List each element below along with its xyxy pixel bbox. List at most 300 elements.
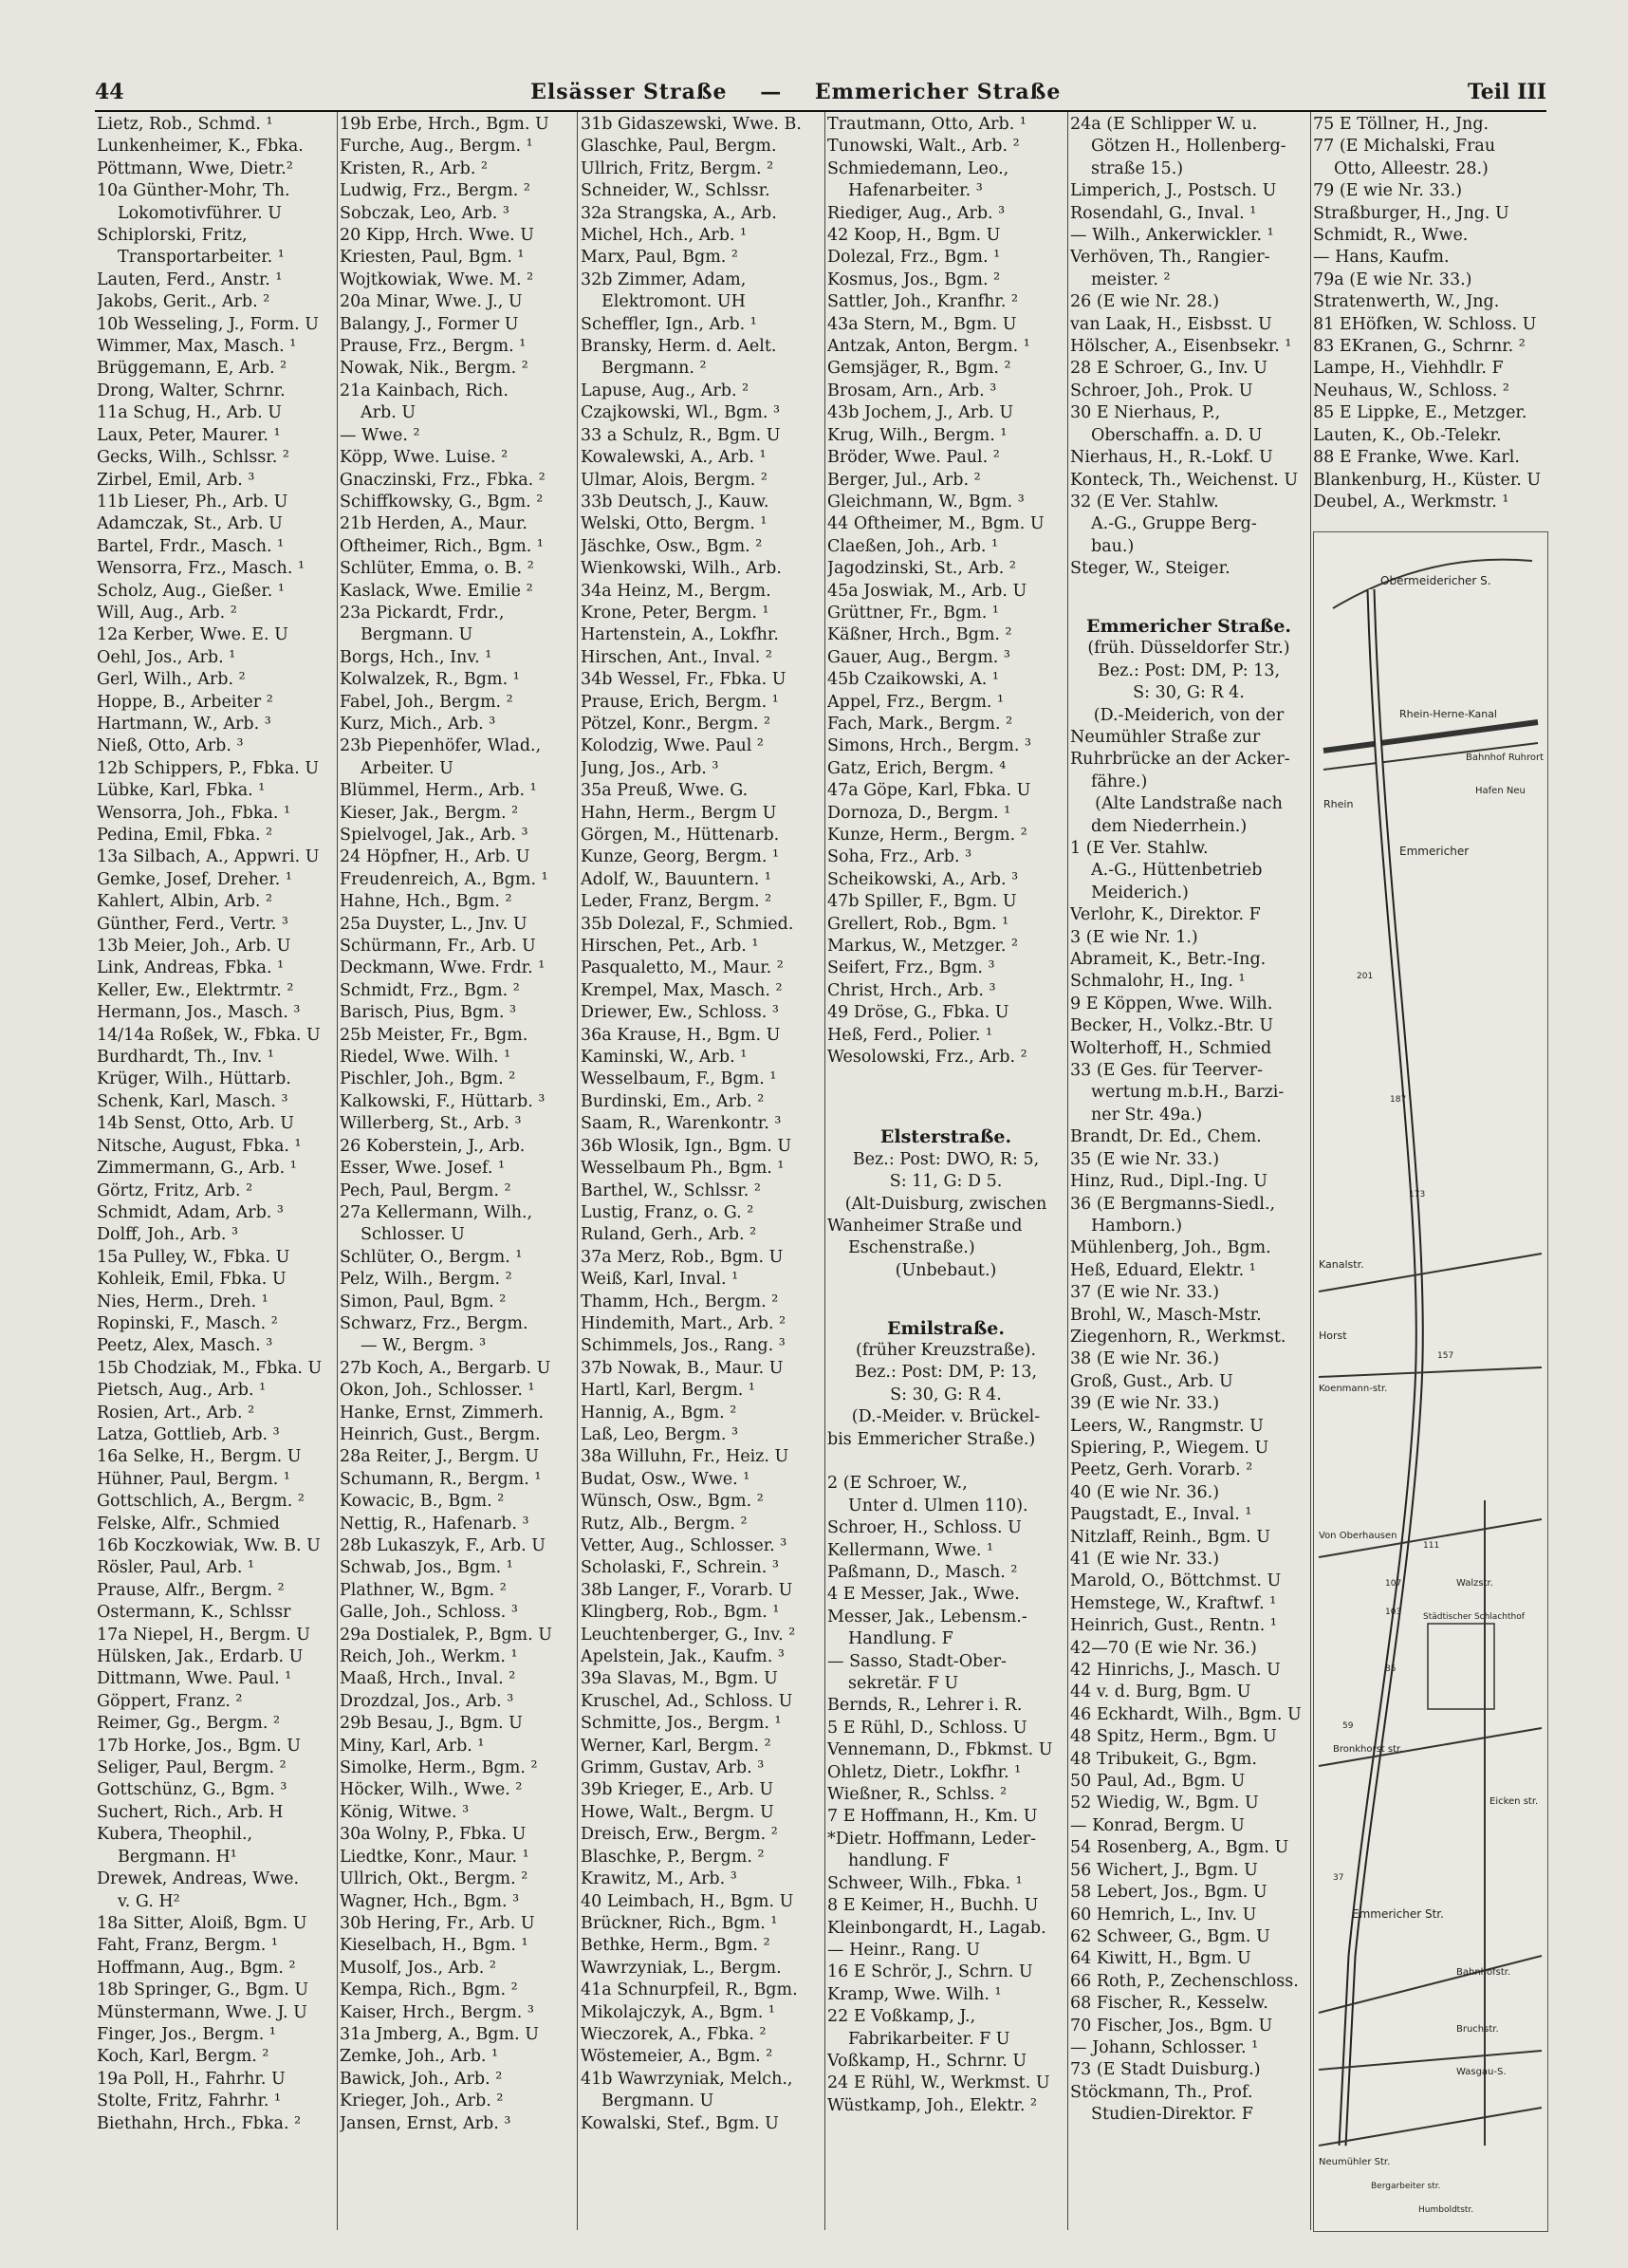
directory-entry: Schmidt, Frz., Bgm. ² — [340, 980, 520, 1000]
directory-entry: Werner, Karl, Bergm. ² — [581, 1736, 771, 1756]
directory-entry: 73 (E Stadt Duisburg.) — [1070, 2060, 1261, 2080]
directory-entry: 70 Fischer, Jos., Bgm. U — [1070, 2016, 1273, 2036]
directory-entry: 47a Göpe, Karl, Fbka. U — [827, 781, 1031, 801]
part-label: Teil III — [1467, 80, 1546, 104]
column-divider — [1310, 112, 1311, 2230]
directory-entry: Bergmann. ² — [601, 359, 707, 379]
map-house-number: 37 — [1333, 1873, 1344, 1883]
directory-entry: Latza, Gottlieb, Arb. ³ — [97, 1424, 280, 1444]
directory-entry: Scheffler, Ign., Arb. ¹ — [581, 314, 757, 334]
directory-entry: 43a Stern, M., Bgm. U — [827, 314, 1017, 334]
directory-entry: Abrameit, K., Betr.-Ing. — [1070, 950, 1267, 970]
directory-entry: Vetter, Aug., Schlosser. ³ — [581, 1536, 787, 1555]
directory-entry: Bez.: Post: DM, P: 13, — [1097, 660, 1281, 680]
directory-entry: 56 Wichert, J., Bgm. U — [1070, 1860, 1258, 1880]
directory-entry: Klingberg, Rob., Bgm. ¹ — [581, 1603, 780, 1623]
directory-entry: Gottschünz, G., Bgm. ³ — [97, 1780, 287, 1800]
directory-entry: Kruschel, Ad., Schloss. U — [581, 1691, 793, 1711]
directory-entry: Link, Andreas, Fbka. ¹ — [97, 958, 285, 978]
directory-entry: Burdhardt, Th., Inv. ¹ — [97, 1048, 274, 1068]
directory-entry: 28 E Schroer, G., Inv. U — [1070, 359, 1267, 379]
directory-entry: Lauten, K., Ob.-Telekr. — [1313, 425, 1502, 445]
directory-entry: 40 (E wie Nr. 36.) — [1070, 1482, 1220, 1502]
directory-entry: Oftheimer, Rich., Bgm. ¹ — [340, 536, 544, 556]
directory-entry: Blankenburg, H., Küster. U — [1313, 470, 1542, 490]
directory-entry: Fabel, Joh., Bergm. ² — [340, 692, 513, 712]
directory-entry: Messer, Jak., Lebensm.- — [827, 1607, 1027, 1627]
directory-entry: Barisch, Pius, Bgm. ³ — [340, 1003, 516, 1023]
map-road — [1319, 1367, 1542, 1377]
directory-entry: Hahne, Hch., Bgm. ² — [340, 892, 512, 912]
directory-entry: 75 E Töllner, H., Jng. — [1313, 115, 1489, 134]
map-label: Bahnhofstr. — [1456, 1967, 1511, 1978]
directory-entry: Bez.: Post: DM, P: 13, — [854, 1363, 1038, 1383]
directory-entry: Groß, Gust., Arb. U — [1070, 1371, 1233, 1391]
directory-entry: Göppert, Franz. ² — [97, 1691, 243, 1711]
directory-entry: Galle, Joh., Schloss. ³ — [340, 1603, 518, 1623]
header-rule — [95, 110, 1546, 112]
directory-entry: Drewek, Andreas, Wwe. — [97, 1869, 300, 1889]
directory-entry: Zimmermann, G., Arb. ¹ — [97, 1159, 297, 1179]
directory-entry: Lustig, Franz, o. G. ² — [581, 1202, 754, 1222]
directory-entry: Kellermann, Wwe. ¹ — [827, 1540, 994, 1560]
directory-entry: 47b Spiller, F., Bgm. U — [827, 892, 1017, 912]
directory-entry: Ulmar, Alois, Bergm. ² — [581, 470, 768, 490]
directory-entry: S: 30, G: R 4. — [890, 1385, 1002, 1404]
directory-entry: 12a Kerber, Wwe. E. U — [97, 625, 288, 645]
directory-entry: 24 E Rühl, W., Werkmst. U — [827, 2073, 1050, 2093]
directory-entry: 62 Schweer, G., Bgm. U — [1070, 1926, 1270, 1946]
map-label: Bronkhorst str. — [1333, 1744, 1403, 1755]
running-title — [530, 80, 1061, 104]
directory-entry: 20 Kipp, Hrch. Wwe. U — [340, 226, 535, 246]
directory-entry: Wesselbaum Ph., Bgm. ¹ — [581, 1159, 785, 1179]
directory-entry: Otto, Alleestr. 28.) — [1334, 158, 1489, 178]
directory-entry: 35 (E wie Nr. 33.) — [1070, 1149, 1220, 1169]
directory-entry: Weiß, Karl, Inval. ¹ — [581, 1270, 739, 1290]
directory-entry: Saam, R., Warenkontr. ³ — [581, 1114, 782, 1134]
directory-entry: Rosien, Art., Arb. ² — [97, 1403, 255, 1422]
directory-entry: 23b Piepenhöfer, Wlad., — [340, 736, 542, 756]
directory-entry — [827, 1282, 1064, 1304]
directory-entry: Scheikowski, A., Arb. ³ — [827, 869, 1019, 889]
directory-entry: Hermann, Jos., Masch. ³ — [97, 1003, 301, 1023]
directory-entry: 26 (E wie Nr. 28.) — [1070, 292, 1220, 312]
directory-entry: Schlüter, O., Bergm. ¹ — [340, 1247, 523, 1267]
directory-entry: Driewer, Ew., Schloss. ³ — [581, 1003, 779, 1023]
directory-entry: Bröder, Wwe. Paul. ² — [827, 448, 1000, 468]
directory-entry: S: 11, G: D 5. — [889, 1172, 1003, 1192]
directory-entry: 41b Wawrzyniak, Melch., — [581, 2069, 793, 2089]
directory-entry: Freudenreich, A., Bgm. ¹ — [340, 869, 548, 889]
directory-entry: Schmalohr, H., Ing. ¹ — [1070, 972, 1246, 992]
directory-entry: Wensorra, Joh., Fbka. ¹ — [97, 803, 291, 823]
directory-entry: Neuhaus, W., Schloss. ² — [1313, 381, 1509, 400]
directory-entry: 32a Strangska, A., Arb. — [581, 203, 777, 223]
street-map-svg — [1314, 532, 1547, 2231]
directory-entry: Wojtkowiak, Wwe. M. ² — [340, 270, 534, 289]
directory-entry: 30b Hering, Fr., Arb. U — [340, 1913, 535, 1933]
directory-entry: Hoppe, B., Arbeiter ² — [97, 692, 273, 712]
directory-entry: 38a Willuhn, Fr., Heiz. U — [581, 1447, 789, 1467]
directory-entry: — Konrad, Bergm. U — [1070, 1815, 1245, 1835]
directory-entry: Hirschen, Pet., Arb. ¹ — [581, 937, 759, 957]
directory-entry: Kolodzig, Wwe. Paul ² — [581, 736, 764, 756]
directory-entry: Adamczak, St., Arb. U — [97, 514, 283, 534]
directory-entry: Kaslack, Wwe. Emilie ² — [340, 581, 533, 601]
directory-entry: 46 Eckhardt, Wilh., Bgm. U — [1070, 1704, 1302, 1724]
directory-entry — [827, 1451, 1064, 1473]
directory-entry: Nowak, Nik., Bergm. ² — [340, 359, 528, 379]
directory-entry: Faht, Franz, Bergm. ¹ — [97, 1936, 278, 1956]
directory-entry: Hahn, Herm., Bergm U — [581, 803, 777, 823]
directory-entry: Laux, Peter, Maurer. ¹ — [97, 425, 281, 445]
column-divider — [337, 112, 338, 2230]
directory-entry: Pelz, Wilh., Bergm. ² — [340, 1270, 512, 1290]
directory-entry: 1 (E Ver. Stahlw. — [1070, 839, 1209, 858]
directory-entry: Gleichmann, W., Bgm. ³ — [827, 492, 1025, 511]
directory-entry: 27b Koch, A., Bergarb. U — [340, 1358, 551, 1378]
directory-entry: Görgen, M., Hüttenarb. — [581, 826, 780, 845]
directory-entry: Paugstadt, E., Inval. ¹ — [1070, 1505, 1252, 1525]
directory-entry: 28a Reiter, J., Bergm. U — [340, 1447, 539, 1467]
directory-entry: Wünsch, Osw., Bgm. ² — [581, 1492, 764, 1512]
directory-entry: Studien-Direktor. F — [1091, 2105, 1253, 2125]
directory-entry: 33b Deutsch, J., Kauw. — [581, 492, 769, 511]
directory-entry: Balangy, J., Former U — [340, 314, 519, 334]
directory-entry: Prause, Erich, Bergm. ¹ — [581, 692, 779, 712]
directory-entry: Leder, Franz, Bergm. ² — [581, 892, 772, 912]
directory-entry: Krieger, Joh., Arb. ² — [340, 2091, 504, 2111]
directory-entry: 60 Hemrich, L., Inv. U — [1070, 1905, 1257, 1924]
directory-entry: Hülsken, Jak., Erdarb. U — [97, 1647, 304, 1667]
directory-entry: 32 (E Ver. Stahlw. — [1070, 492, 1219, 511]
directory-entry: (Alt-Duisburg, zwischen — [844, 1194, 1047, 1214]
directory-entry: Heß, Ferd., Polier. ¹ — [827, 1025, 992, 1045]
directory-entry: 64 Kiwitt, H., Bgm. U — [1070, 1949, 1251, 1969]
directory-entry: Arbeiter. U — [361, 758, 453, 778]
directory-entry: Schmidt, R., Wwe. — [1313, 226, 1469, 246]
directory-entry: Wagner, Hch., Bgm. ³ — [340, 1891, 520, 1911]
directory-entry: Handlung. F — [848, 1629, 953, 1649]
directory-entry: Grellert, Rob., Bgm. ¹ — [827, 914, 1009, 934]
directory-entry: 30a Wolny, P., Fbka. U — [340, 1825, 527, 1845]
directory-entry: Becker, H., Volkz.-Btr. U — [1070, 1016, 1274, 1036]
directory-entry: 41 (E wie Nr. 33.) — [1070, 1550, 1220, 1569]
directory-entry: Barthel, W., Schlssr. ² — [581, 1180, 761, 1200]
directory-entry: Hirschen, Ant., Inval. ² — [581, 647, 772, 667]
directory-entry: 15a Pulley, W., Fbka. U — [97, 1247, 290, 1267]
directory-entry: 39b Krieger, E., Arb. U — [581, 1780, 774, 1800]
directory-entry: 21a Kainbach, Rich. — [340, 381, 509, 400]
directory-entry: Wanheimer Straße und — [827, 1216, 1023, 1236]
directory-entry: 35a Preuß, Wwe. G. — [581, 781, 749, 801]
directory-entry: fähre.) — [1091, 771, 1148, 791]
directory-entry: Kramp, Wwe. Wilh. ¹ — [827, 1984, 1002, 2004]
directory-entry: Dolff, Joh., Arb. ³ — [97, 1225, 238, 1245]
directory-entry: *Dietr. Hoffmann, Leder- — [827, 1829, 1037, 1849]
directory-entry: (früh. Düsseldorfer Str.) — [1087, 639, 1290, 659]
directory-entry: 41a Schnurpfeil, R., Bgm. — [581, 1980, 798, 2000]
directory-entry: Zemke, Joh., Arb. ¹ — [340, 2047, 499, 2067]
directory-entry: v. G. H² — [118, 1891, 180, 1911]
directory-entry: Hartenstein, A., Lokfhr. — [581, 625, 779, 645]
column-1 — [97, 114, 334, 2230]
directory-entry: Czajkowski, Wl., Bgm. ³ — [581, 403, 780, 423]
directory-entry: 29a Dostialek, P., Bgm. U — [340, 1625, 553, 1645]
directory-entry: 14/14a Roßek, W., Fbka. U — [97, 1025, 321, 1045]
directory-entry: Wießner, R., Schlss. ² — [827, 1785, 1008, 1805]
map-house-number: 173 — [1409, 1190, 1426, 1199]
directory-entry: Lampe, H., Viehhdlr. F — [1313, 359, 1504, 379]
directory-entry: 30 E Nierhaus, P., — [1070, 403, 1221, 423]
map-road — [1319, 2108, 1542, 2146]
directory-entry: Kristen, R., Arb. ² — [340, 158, 489, 178]
directory-entry: Schmitte, Jos., Bergm. ¹ — [581, 1714, 782, 1734]
directory-entry: 44 Oftheimer, M., Bgm. U — [827, 514, 1045, 534]
directory-entry: 54 Rosenberg, A., Bgm. U — [1070, 1838, 1289, 1858]
directory-entry: 85 E Lippke, E., Metzger. — [1313, 403, 1527, 423]
directory-entry: 33 a Schulz, R., Bgm. U — [581, 425, 781, 445]
directory-entry: Hühner, Paul, Bergm. ¹ — [97, 1469, 290, 1489]
directory-entry: Brückner, Rich., Bgm. ¹ — [581, 1913, 778, 1933]
directory-entry: 37a Merz, Rob., Bgm. U — [581, 1247, 784, 1267]
directory-entry: Fabrikarbeiter. F U — [848, 2029, 1010, 2049]
directory-entry: 13b Meier, Joh., Arb. U — [97, 937, 291, 957]
column-3 — [581, 114, 823, 2230]
directory-entry: Simon, Paul, Bgm. ² — [340, 1292, 507, 1311]
directory-entry: Schweer, Wilh., Fbka. ¹ — [827, 1873, 1023, 1893]
directory-entry: — W., Bergm. ³ — [361, 1336, 487, 1356]
directory-entry: Willerberg, St., Arb. ³ — [340, 1114, 522, 1134]
directory-entry: Dolezal, Frz., Bgm. ¹ — [827, 248, 1001, 268]
map-label: Wasgau-S. — [1456, 2067, 1507, 2077]
running-title-right: Emmericher Straße — [814, 80, 1062, 104]
directory-entry: Reimer, Gg., Bergm. ² — [97, 1714, 281, 1734]
directory-entry: 32b Zimmer, Adam, — [581, 270, 747, 289]
directory-entry: Claeßen, Joh., Arb. ¹ — [827, 536, 999, 556]
directory-entry: Kolwalzek, R., Bgm. ¹ — [340, 670, 520, 690]
directory-entry: 15b Chodziak, M., Fbka. U — [97, 1358, 323, 1378]
directory-entry: Schenk, Karl, Masch. ³ — [97, 1091, 288, 1111]
map-label: Städtischer Schlachthof — [1423, 1612, 1525, 1622]
map-label: Rhein — [1323, 798, 1354, 810]
directory-entry: Bernds, R., Lehrer i. R. — [827, 1696, 1023, 1716]
directory-entry: (D.-Meiderich, von der — [1093, 705, 1285, 725]
directory-entry: 7 E Hoffmann, H., Km. U — [827, 1807, 1038, 1827]
directory-entry: Kurz, Mich., Arb. ³ — [340, 714, 496, 734]
map-label: Bergarbeiter str. — [1371, 2182, 1441, 2191]
directory-entry: Kowalski, Stef., Bgm. U — [581, 2113, 779, 2133]
directory-entry: 16a Selke, H., Bergm. U — [97, 1447, 302, 1467]
directory-entry: — Heinr., Rang. U — [827, 1940, 981, 1960]
map-label: Eicken str. — [1489, 1796, 1539, 1807]
directory-entry: Spiering, P., Wiegem. U — [1070, 1438, 1269, 1458]
directory-entry: Brohl, W., Masch-Mstr. — [1070, 1305, 1262, 1325]
directory-entry: Krawitz, M., Arb. ³ — [581, 1869, 737, 1889]
directory-entry: Dittmann, Wwe. Paul. ¹ — [97, 1669, 292, 1689]
column-6 — [1313, 114, 1546, 512]
directory-entry: Schmiedemann, Leo., — [827, 158, 1009, 178]
directory-entry: Hanke, Ernst, Zimmerh. — [340, 1403, 545, 1422]
directory-entry: Nitzlaff, Reinh., Bgm. U — [1070, 1527, 1271, 1547]
directory-entry: Deckmann, Wwe. Frdr. ¹ — [340, 958, 546, 978]
directory-entry: Bethke, Herm., Bgm. ² — [581, 1936, 770, 1956]
directory-entry: 24a (E Schlipper W. u. — [1070, 115, 1258, 134]
directory-entry: Hannig, A., Bgm. ² — [581, 1403, 737, 1422]
directory-entry: bau.) — [1091, 536, 1135, 556]
directory-entry: Schneider, W., Schlssr. — [581, 181, 770, 201]
map-label: Kanalstr. — [1319, 1258, 1364, 1271]
directory-entry: Lauten, Ferd., Anstr. ¹ — [97, 270, 283, 289]
directory-entry: Gecks, Wilh., Schlssr. ² — [97, 448, 289, 468]
directory-entry: Glaschke, Paul, Bergm. — [581, 137, 777, 157]
directory-entry: Heinrich, Gust., Rentn. ¹ — [1070, 1616, 1277, 1636]
map-house-number: 107 — [1385, 1579, 1402, 1589]
directory-entry: (Unbebaut.) — [895, 1260, 997, 1280]
directory-entry: Schroer, H., Schloss. U — [827, 1518, 1022, 1538]
directory-entry: Pasqualetto, M., Maur. ² — [581, 958, 784, 978]
directory-entry: Lunkenheimer, K., Fbka. — [97, 137, 304, 157]
directory-entry: Oberschaffn. a. D. U — [1091, 425, 1263, 445]
map-label: Bahnhof Ruhrort — [1466, 753, 1545, 763]
directory-entry: Keller, Ew., Elektrmtr. ² — [97, 980, 294, 1000]
map-label: Obermeidericher S. — [1380, 574, 1491, 587]
directory-entry: Kubera, Theophil., — [97, 1825, 253, 1845]
directory-entry: — Wilh., Ankerwickler. ¹ — [1070, 226, 1274, 246]
directory-entry: Marx, Paul, Bgm. ² — [581, 248, 738, 268]
directory-entry: Krug, Wilh., Bergm. ¹ — [827, 425, 1008, 445]
directory-entry: Spielvogel, Jak., Arb. ³ — [340, 826, 528, 845]
directory-entry: 18a Sitter, Aloiß, Bgm. U — [97, 1913, 307, 1933]
directory-entry: Scholaski, F., Schrein. ³ — [581, 1558, 779, 1578]
directory-entry: 17a Niepel, H., Bergm. U — [97, 1625, 311, 1645]
directory-entry: Nettig, R., Hafenarb. ³ — [340, 1514, 529, 1534]
directory-entry: Wesolowski, Frz., Arb. ² — [827, 1048, 1027, 1068]
directory-entry: Brosam, Arn., Arb. ³ — [827, 381, 997, 400]
directory-entry: Kahlert, Albin, Arb. ² — [97, 892, 273, 912]
map-label: Rhein-Herne-Kanal — [1399, 708, 1497, 720]
directory-entry: 79 (E wie Nr. 33.) — [1313, 181, 1463, 201]
directory-entry: Transportarbeiter. ¹ — [118, 248, 285, 268]
running-title-dash: — — [760, 80, 783, 104]
directory-entry: König, Witwe. ³ — [340, 1802, 470, 1822]
directory-entry: Käßner, Hrch., Bgm. ² — [827, 625, 1012, 645]
directory-entry: Miny, Karl, Arb. ¹ — [340, 1736, 485, 1756]
directory-entry: Mikolajczyk, A., Bgm. ¹ — [581, 2002, 775, 2022]
directory-entry: 29b Besau, J., Bgm. U — [340, 1714, 523, 1734]
directory-entry: Bergmann. H¹ — [118, 1847, 237, 1867]
directory-entry: Götzen H., Hollenberg- — [1091, 137, 1286, 157]
directory-entry: Arb. U — [361, 403, 416, 423]
directory-entry: Neumühler Straße zur — [1070, 727, 1261, 747]
map-label: Emmericher — [1399, 845, 1470, 858]
directory-entry: Ludwig, Frz., Bergm. ² — [340, 181, 530, 201]
map-house-number: 187 — [1390, 1095, 1407, 1105]
directory-entry: Pöttmann, Wwe, Dietr.² — [97, 158, 293, 178]
directory-entry: Hoffmann, Aug., Bgm. ² — [97, 1958, 296, 1978]
column-2 — [340, 114, 573, 2230]
directory-entry: 58 Lebert, Jos., Bgm. U — [1070, 1883, 1267, 1903]
directory-entry: 36 (E Bergmanns-Siedl., — [1070, 1194, 1276, 1214]
map-house-number: 111 — [1423, 1541, 1440, 1551]
directory-entry: Gnaczinski, Frz., Fbka. ² — [340, 470, 546, 490]
directory-entry: Unter d. Ulmen 110). — [848, 1496, 1028, 1515]
directory-entry: Kosmus, Jos., Bgm. ² — [827, 270, 1001, 289]
directory-entry: Laß, Leo, Bergm. ³ — [581, 1424, 739, 1444]
directory-entry: Grimm, Gustav, Arb. ³ — [581, 1758, 765, 1778]
column-divider — [577, 112, 578, 2230]
directory-entry: straße 15.) — [1091, 158, 1184, 178]
directory-entry: Wienkowski, Wilh., Arb. — [581, 559, 782, 579]
directory-entry: 8 E Keimer, H., Buchh. U — [827, 1896, 1039, 1916]
directory-entry: Hartl, Karl, Bergm. ¹ — [581, 1381, 755, 1401]
directory-entry: (früher Kreuzstraße). — [855, 1340, 1037, 1360]
directory-entry: bis Emmericher Straße.) — [827, 1429, 1036, 1449]
map-label: Hafen Neu — [1475, 786, 1526, 796]
directory-entry: Simolke, Herm., Bgm. ² — [340, 1758, 538, 1778]
directory-entry: Bransky, Herm. d. Aelt. — [581, 337, 777, 357]
directory-entry: Prause, Alfr., Bergm. ² — [97, 1580, 285, 1600]
directory-entry: 24 Höpfner, H., Arb. U — [340, 847, 530, 867]
directory-entry: Köpp, Wwe. Luise. ² — [340, 448, 509, 468]
directory-entry: Kunze, Herm., Bergm. ² — [827, 826, 1027, 845]
directory-entry: 5 E Rühl, D., Schloss. U — [827, 1718, 1027, 1738]
directory-entry: Gatz, Erich, Bergm. ⁴ — [827, 758, 1007, 778]
directory-entry: Jakobs, Gerit., Arb. ² — [97, 292, 270, 312]
directory-entry: Krone, Peter, Bergm. ¹ — [581, 603, 769, 623]
directory-entry: Grüttner, Fr., Bgm. ¹ — [827, 603, 999, 623]
map-road — [1319, 2051, 1542, 2070]
directory-entry: Wesselbaum, F., Bgm. ¹ — [581, 1069, 777, 1089]
directory-entry: Schiplorski, Fritz, — [97, 226, 248, 246]
directory-entry: Ohletz, Dietr., Lokfhr. ¹ — [827, 1762, 1022, 1782]
directory-entry: Gemke, Josef, Dreher. ¹ — [97, 869, 292, 889]
directory-entry: 44 v. d. Burg, Bgm. U — [1070, 1682, 1251, 1702]
directory-entry: Kieser, Jak., Bergm. ² — [340, 803, 519, 823]
directory-entry: Appel, Frz., Bergm. ¹ — [827, 692, 1005, 712]
directory-entry: Paßmann, D., Masch. ² — [827, 1563, 1018, 1582]
directory-entry: Kieselbach, H., Bgm. ¹ — [340, 1936, 528, 1956]
directory-entry: Krüger, Wilh., Hüttarb. — [97, 1069, 291, 1089]
directory-entry: Blaschke, P., Bergm. ² — [581, 1847, 765, 1867]
directory-entry: 50 Paul, Ad., Bgm. U — [1070, 1772, 1246, 1792]
directory-entry: 37b Nowak, B., Maur. U — [581, 1358, 784, 1378]
page-header — [95, 74, 1546, 110]
directory-entry: Gauer, Aug., Bergm. ³ — [827, 647, 1010, 667]
directory-entry: 16b Koczkowiak, Ww. B. U — [97, 1536, 321, 1555]
directory-entry: Seliger, Paul, Bergm. ² — [97, 1758, 287, 1778]
directory-entry: Sattler, Joh., Kranfhr. ² — [827, 292, 1018, 312]
directory-entry: Gemsjäger, R., Bgm. ² — [827, 359, 1011, 379]
map-label: Koenmann-str. — [1319, 1384, 1388, 1394]
directory-entry: Peetz, Gerh. Vorarb. ² — [1070, 1460, 1253, 1480]
directory-entry: Lübke, Karl, Fbka. ¹ — [97, 781, 266, 801]
directory-entry: Hamborn.) — [1091, 1216, 1183, 1236]
directory-entry: Pietsch, Aug., Arb. ¹ — [97, 1381, 267, 1401]
column-divider — [824, 112, 825, 2230]
directory-entry: Meiderich.) — [1091, 883, 1189, 902]
directory-entry: Wolterhoff, H., Schmied — [1070, 1038, 1272, 1058]
directory-entry: Biethahn, Hrch., Fbka. ² — [97, 2113, 302, 2133]
directory-entry: Schwab, Jos., Bgm. ¹ — [340, 1558, 513, 1578]
directory-entry: 79a (E wie Nr. 33.) — [1313, 270, 1472, 289]
directory-entry: Schlosser. U — [361, 1225, 465, 1245]
directory-entry: Wawrzyniak, L., Bergm. — [581, 1958, 782, 1978]
directory-entry: Jansen, Ernst, Arb. ³ — [340, 2113, 511, 2133]
directory-entry: Pischler, Joh., Bgm. ² — [340, 1069, 516, 1089]
directory-entry: Sobczak, Leo, Arb. ³ — [340, 203, 509, 223]
